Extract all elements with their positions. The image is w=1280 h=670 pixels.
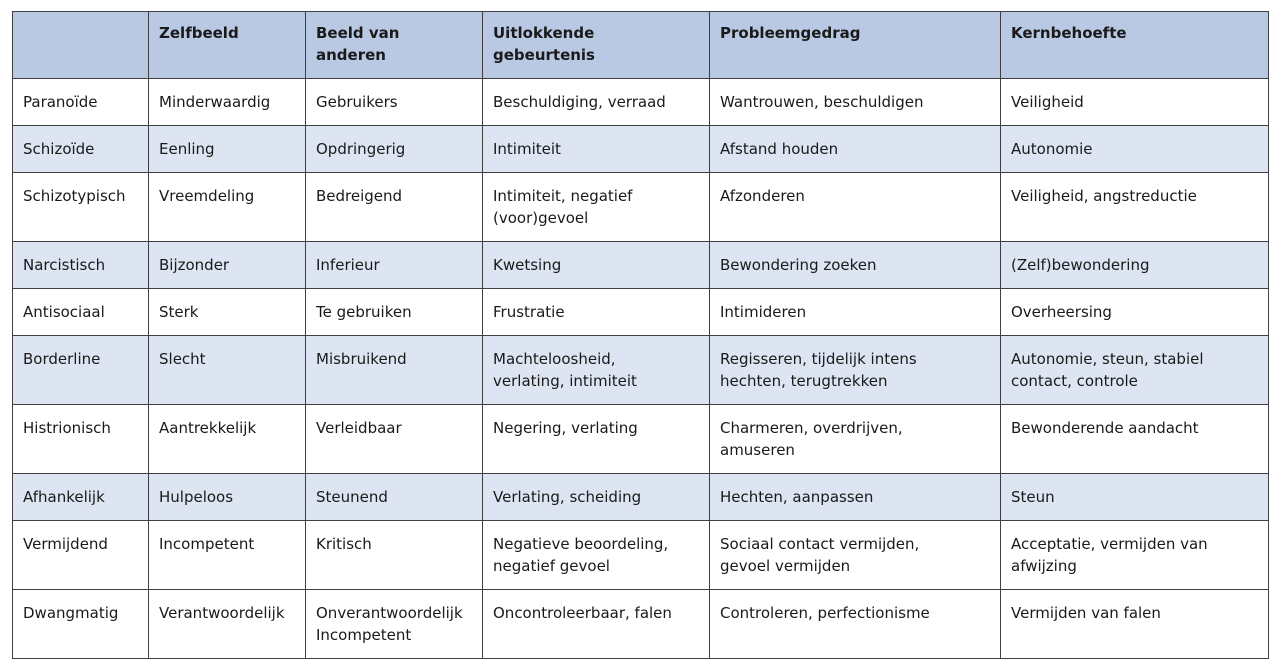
table-cell-zelfbeeld	[149, 336, 306, 405]
table-cell-uitlokkende-gebeurtenis	[483, 474, 710, 521]
table-cell-zelfbeeld	[149, 590, 306, 659]
cell-text: Narcistisch	[23, 256, 106, 274]
cell-text: Steun	[1011, 488, 1055, 506]
table-cell-disorder	[13, 590, 149, 659]
cell-text: Slecht	[159, 350, 206, 368]
table-cell-disorder	[13, 289, 149, 336]
cell-text: Onverantwoordelijk	[316, 604, 463, 622]
cell-text: Intimideren	[720, 303, 807, 321]
cell-text: Bedreigend	[316, 187, 403, 205]
table-row	[13, 336, 1269, 405]
cell-text: Kwetsing	[493, 256, 562, 274]
cell-text: hechten, terugtrekken	[720, 372, 888, 390]
cell-text: Bewonderende aandacht	[1011, 419, 1199, 437]
header-cell-uitlokkende-gebeurtenis	[483, 12, 710, 79]
table-cell-kernbehoefte	[1001, 521, 1269, 590]
cell-text: contact, controle	[1011, 372, 1138, 390]
table-cell-uitlokkende-gebeurtenis	[483, 590, 710, 659]
table-cell-probleemgedrag	[710, 474, 1001, 521]
cell-text: Sterk	[159, 303, 199, 321]
table-cell-kernbehoefte	[1001, 590, 1269, 659]
cell-text: Te gebruiken	[316, 303, 412, 321]
cell-text: Verleidbaar	[316, 419, 402, 437]
cell-text: Verantwoordelijk	[159, 604, 285, 622]
table-cell-kernbehoefte	[1001, 126, 1269, 173]
cell-text: Kritisch	[316, 535, 372, 553]
header-cell-kernbehoefte	[1001, 12, 1269, 79]
table-cell-zelfbeeld	[149, 126, 306, 173]
table-row	[13, 79, 1269, 126]
table-row	[13, 590, 1269, 659]
table-cell-zelfbeeld	[149, 474, 306, 521]
cell-text: Intimiteit	[493, 140, 561, 158]
cell-text: Hulpeloos	[159, 488, 234, 506]
table-cell-kernbehoefte	[1001, 474, 1269, 521]
cell-text: Histrionisch	[23, 419, 111, 437]
cell-text: negatief gevoel	[493, 557, 610, 575]
table-cell-probleemgedrag	[710, 590, 1001, 659]
table-cell-uitlokkende-gebeurtenis	[483, 79, 710, 126]
table-cell-probleemgedrag	[710, 289, 1001, 336]
table-cell-zelfbeeld	[149, 521, 306, 590]
cell-text: Schizotypisch	[23, 187, 126, 205]
table-row	[13, 126, 1269, 173]
cell-text: Inferieur	[316, 256, 380, 274]
table-cell-uitlokkende-gebeurtenis	[483, 289, 710, 336]
table-cell-kernbehoefte	[1001, 79, 1269, 126]
cell-text: Antisociaal	[23, 303, 105, 321]
table-row	[13, 474, 1269, 521]
cell-text: Afstand houden	[720, 140, 839, 158]
table-cell-probleemgedrag	[710, 79, 1001, 126]
cell-text: Negering, verlating	[493, 419, 638, 437]
table-cell-disorder	[13, 242, 149, 289]
cell-text: afwijzing	[1011, 557, 1077, 575]
header-text: Kernbehoefte	[1011, 24, 1127, 42]
table-cell-beeld-van-anderen	[306, 242, 483, 289]
table-cell-disorder	[13, 126, 149, 173]
table-cell-probleemgedrag	[710, 521, 1001, 590]
cell-text: Verlating, scheiding	[493, 488, 642, 506]
cell-text: Oncontroleerbaar, falen	[493, 604, 672, 622]
header-text: gebeurtenis	[493, 46, 595, 64]
table-cell-uitlokkende-gebeurtenis	[483, 126, 710, 173]
cell-text: Vreemdeling	[159, 187, 255, 205]
cell-text: Afhankelijk	[23, 488, 105, 506]
cell-text: Controleren, perfectionisme	[720, 604, 930, 622]
table-cell-beeld-van-anderen	[306, 590, 483, 659]
cell-text: Bewondering zoeken	[720, 256, 877, 274]
personality-disorders-table	[12, 11, 1269, 659]
table-cell-kernbehoefte	[1001, 405, 1269, 474]
table-cell-uitlokkende-gebeurtenis	[483, 521, 710, 590]
cell-text: Paranoïde	[23, 93, 98, 111]
cell-text: Gebruikers	[316, 93, 398, 111]
table-cell-probleemgedrag	[710, 336, 1001, 405]
table-row	[13, 242, 1269, 289]
header-text: Uitlokkende	[493, 24, 595, 42]
table-row	[13, 405, 1269, 474]
table-cell-beeld-van-anderen	[306, 173, 483, 242]
table-cell-disorder	[13, 173, 149, 242]
cell-text: Eenling	[159, 140, 215, 158]
table-cell-uitlokkende-gebeurtenis	[483, 405, 710, 474]
cell-text: Incompetent	[316, 626, 412, 644]
cell-text: Schizoïde	[23, 140, 95, 158]
table-cell-probleemgedrag	[710, 126, 1001, 173]
cell-text: Veiligheid	[1011, 93, 1084, 111]
cell-text: Wantrouwen, beschuldigen	[720, 93, 924, 111]
table-cell-disorder	[13, 79, 149, 126]
table-cell-beeld-van-anderen	[306, 336, 483, 405]
table-cell-disorder	[13, 405, 149, 474]
cell-text: Sociaal contact vermijden,	[720, 535, 920, 553]
table-cell-disorder	[13, 521, 149, 590]
table-cell-uitlokkende-gebeurtenis	[483, 336, 710, 405]
cell-text: Beschuldiging, verraad	[493, 93, 666, 111]
table-row	[13, 521, 1269, 590]
table-cell-kernbehoefte	[1001, 289, 1269, 336]
table-cell-disorder	[13, 336, 149, 405]
table-row	[13, 173, 1269, 242]
table-cell-probleemgedrag	[710, 173, 1001, 242]
table-cell-zelfbeeld	[149, 173, 306, 242]
table-cell-kernbehoefte	[1001, 242, 1269, 289]
table-cell-kernbehoefte	[1001, 173, 1269, 242]
cell-text: verlating, intimiteit	[493, 372, 637, 390]
table-cell-zelfbeeld	[149, 405, 306, 474]
table-cell-zelfbeeld	[149, 242, 306, 289]
header-text: Probleemgedrag	[720, 24, 861, 42]
table-cell-beeld-van-anderen	[306, 474, 483, 521]
table-cell-uitlokkende-gebeurtenis	[483, 242, 710, 289]
cell-text: (Zelf)bewondering	[1011, 256, 1150, 274]
cell-text: Dwangmatig	[23, 604, 119, 622]
cell-text: Incompetent	[159, 535, 255, 553]
header-cell-beeld-van-anderen	[306, 12, 483, 79]
header-cell-zelfbeeld	[149, 12, 306, 79]
cell-text: Machteloosheid,	[493, 350, 616, 368]
table-cell-beeld-van-anderen	[306, 521, 483, 590]
cell-text: Charmeren, overdrijven,	[720, 419, 903, 437]
cell-text: Afzonderen	[720, 187, 805, 205]
cell-text: Opdringerig	[316, 140, 406, 158]
table-body	[13, 79, 1269, 659]
cell-text: Steunend	[316, 488, 388, 506]
table-cell-disorder	[13, 474, 149, 521]
table-cell-probleemgedrag	[710, 405, 1001, 474]
header-cell-probleemgedrag	[710, 12, 1001, 79]
table-cell-beeld-van-anderen	[306, 289, 483, 336]
header-text: Beeld van	[316, 24, 400, 42]
cell-text: Regisseren, tijdelijk intens	[720, 350, 917, 368]
cell-text: Negatieve beoordeling,	[493, 535, 669, 553]
table-cell-beeld-van-anderen	[306, 405, 483, 474]
cell-text: Vermijdend	[23, 535, 108, 553]
table-cell-kernbehoefte	[1001, 336, 1269, 405]
cell-text: Intimiteit, negatief	[493, 187, 633, 205]
cell-text: Frustratie	[493, 303, 565, 321]
header-text: Zelfbeeld	[159, 24, 239, 42]
table-cell-probleemgedrag	[710, 242, 1001, 289]
cell-text: Bijzonder	[159, 256, 230, 274]
cell-text: Aantrekkelijk	[159, 419, 257, 437]
cell-text: gevoel vermijden	[720, 557, 851, 575]
header-cell-disorder	[13, 12, 149, 79]
cell-text: Minderwaardig	[159, 93, 271, 111]
cell-text: Autonomie	[1011, 140, 1093, 158]
table-cell-beeld-van-anderen	[306, 126, 483, 173]
cell-text: Vermijden van falen	[1011, 604, 1161, 622]
cell-text: amuseren	[720, 441, 795, 459]
cell-text: Borderline	[23, 350, 101, 368]
cell-text: (voor)gevoel	[493, 209, 589, 227]
cell-text: Acceptatie, vermijden van	[1011, 535, 1208, 553]
cell-text: Hechten, aanpassen	[720, 488, 874, 506]
table-cell-zelfbeeld	[149, 289, 306, 336]
table-cell-zelfbeeld	[149, 79, 306, 126]
table-row	[13, 289, 1269, 336]
table-cell-uitlokkende-gebeurtenis	[483, 173, 710, 242]
cell-text: Misbruikend	[316, 350, 407, 368]
cell-text: Veiligheid, angstreductie	[1011, 187, 1197, 205]
cell-text: Autonomie, steun, stabiel	[1011, 350, 1204, 368]
header-row	[13, 12, 1269, 79]
header-text: anderen	[316, 46, 386, 64]
table-cell-beeld-van-anderen	[306, 79, 483, 126]
cell-text: Overheersing	[1011, 303, 1112, 321]
